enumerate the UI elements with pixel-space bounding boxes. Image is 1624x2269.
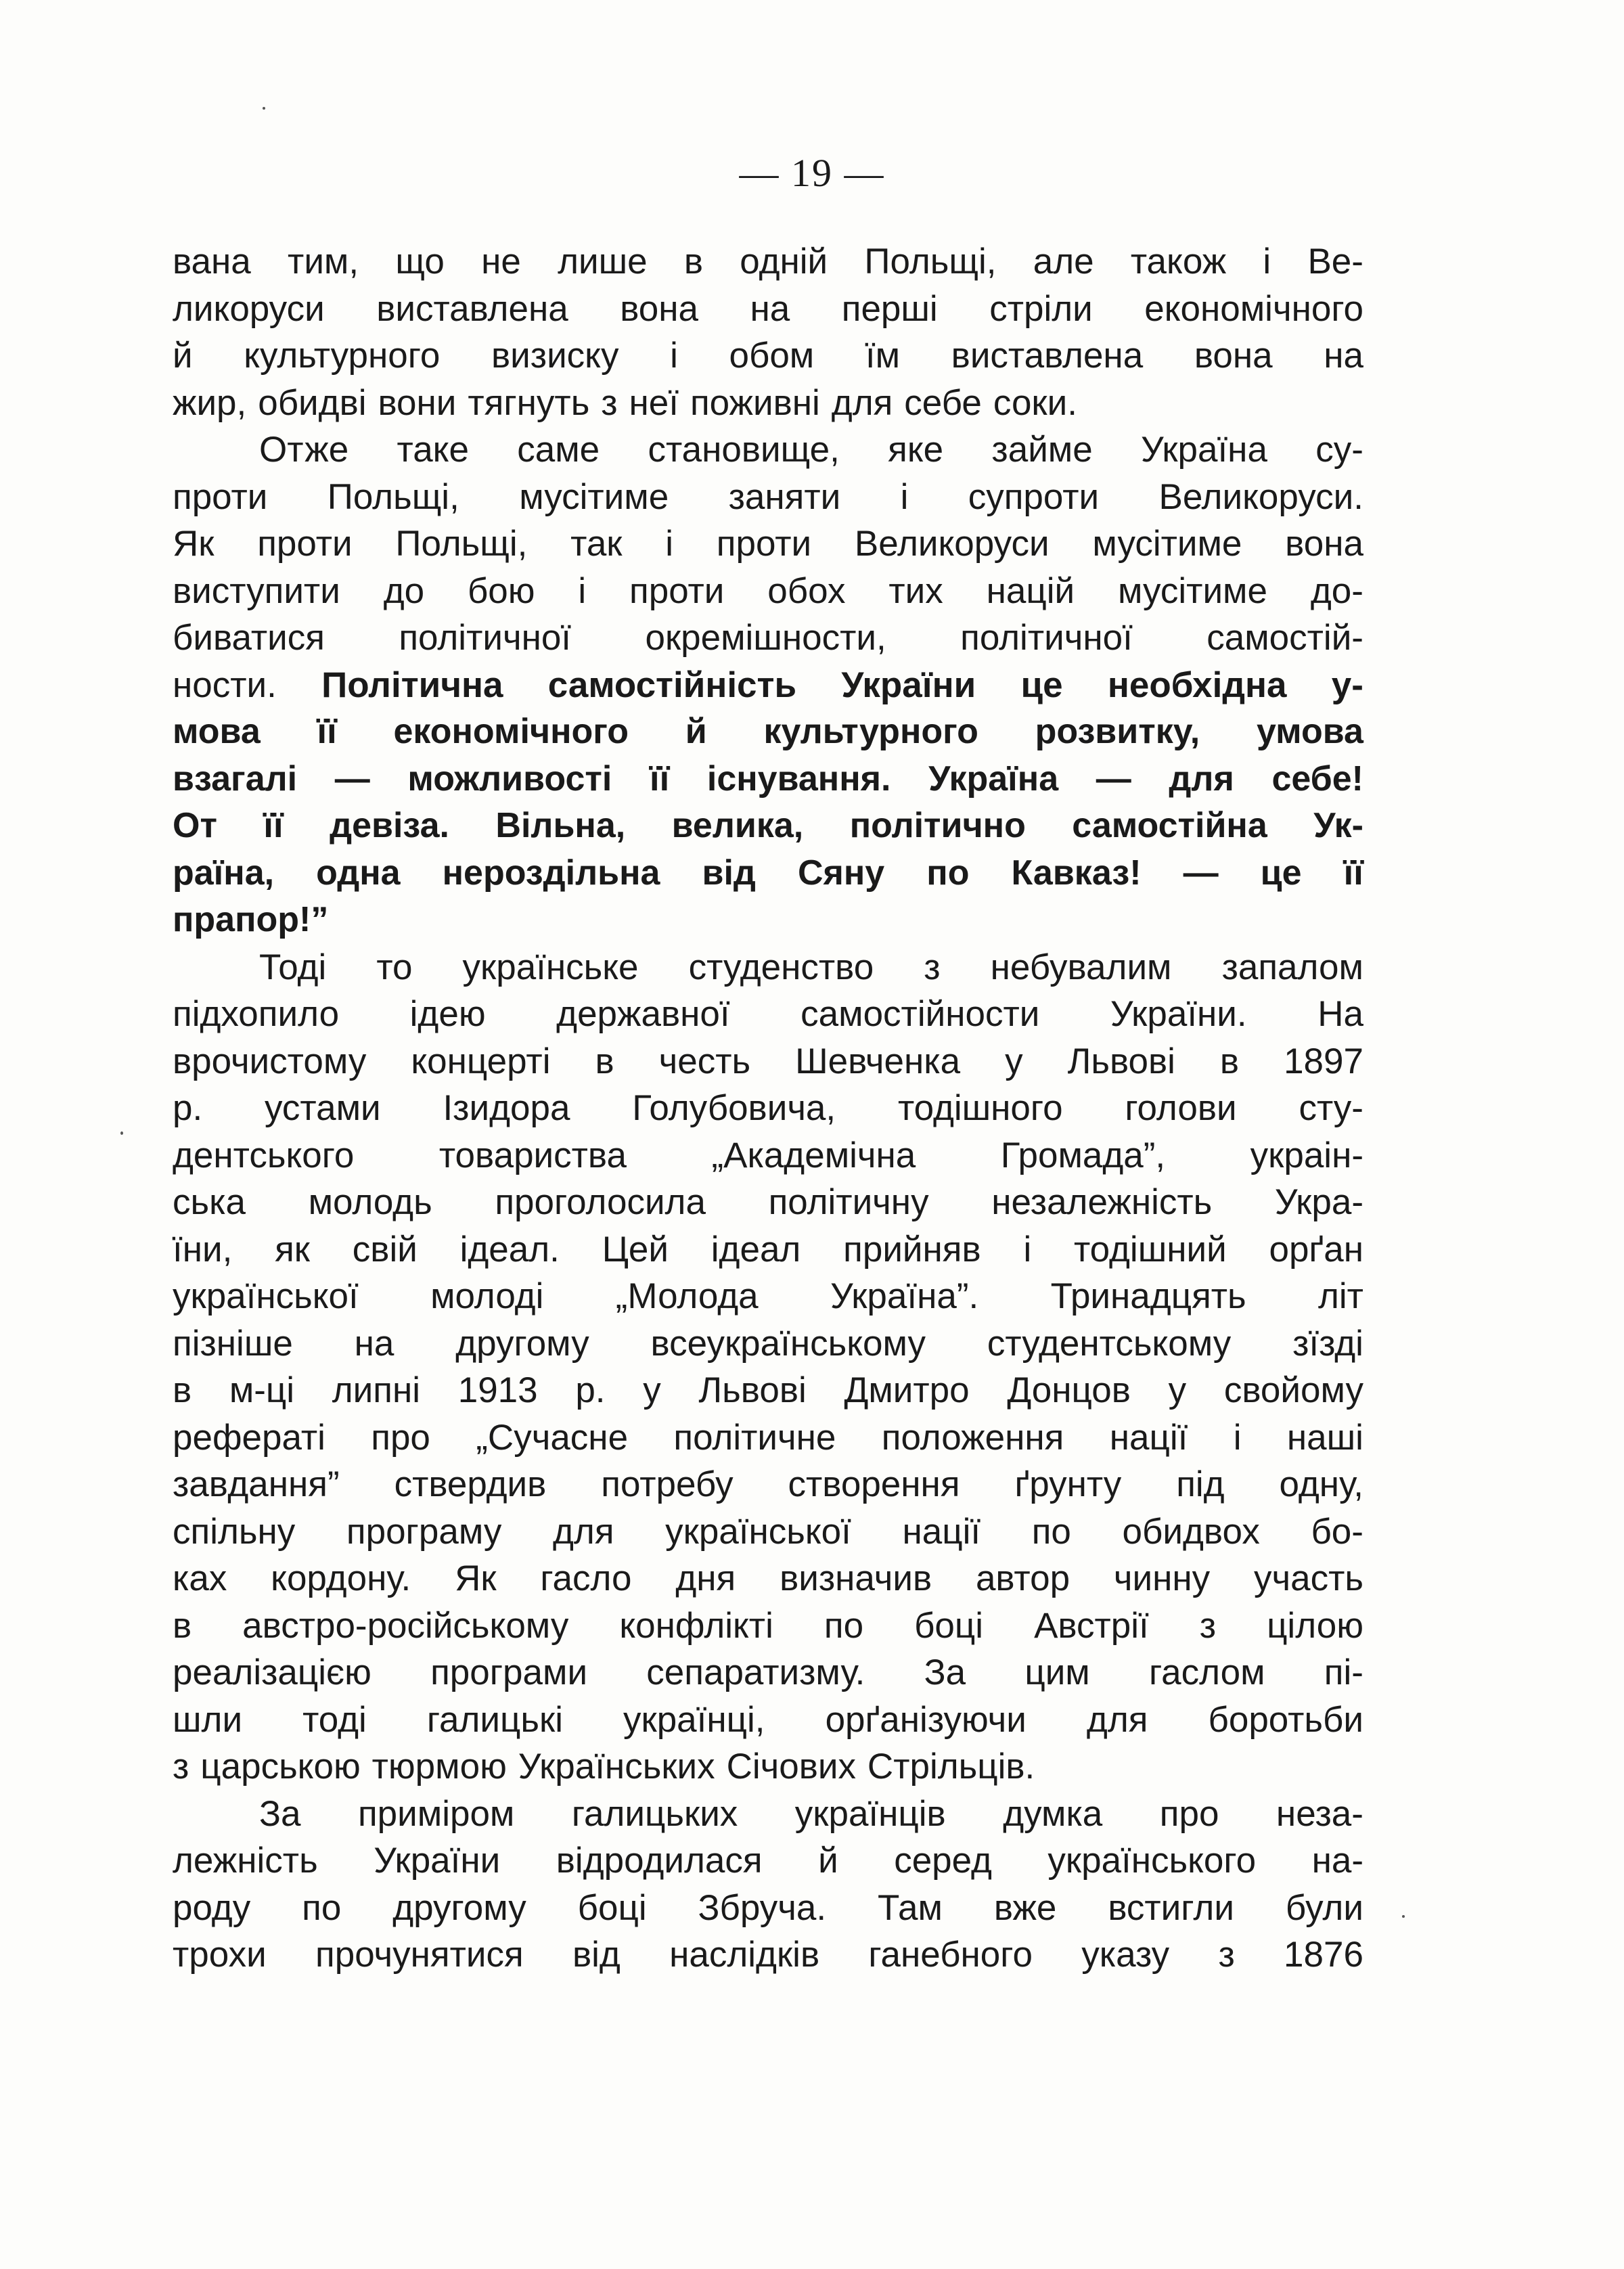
text-line: в австро-російському конфлікті по боці Австрії з цілою — [173, 1605, 1363, 1646]
text-line: реалізацією програми сепаратизму. За цим гаслом пі- — [173, 1653, 1363, 1692]
text-line: їни, як свій ідеал. Цей ідеал прийняв і тодішний орґан — [173, 1229, 1363, 1270]
text-line: трохи прочунятися від наслідків ганебного указу з 1876 — [173, 1935, 1363, 1975]
text-line: проти Польщі, мусітиме заняти і супроти Великоруси. — [173, 476, 1363, 517]
text-line: От її девіза. Вільна, велика, політично самостійна Ук- — [173, 806, 1363, 845]
text-line: врочистому концерті в честь Шевченка у Львові в 1897 — [173, 1041, 1363, 1081]
text-line: Як проти Польщі, так і проти Великоруси мусітиме вона — [173, 524, 1363, 564]
text-line: роду по другому боці Збруча. Там вже встигли були — [173, 1887, 1363, 1928]
text-line: виступити до бою і проти обох тих націй мусітиме до- — [173, 570, 1363, 611]
text-line: завдання” ствердив потребу створення ґрунту під одну, — [173, 1464, 1363, 1504]
text-line: української молоді „Молода Україна”. Тринадцять літ — [173, 1276, 1363, 1316]
text-line: прапор!” — [173, 900, 329, 939]
text-line: ська молодь проголосила політичну незалежність Укра- — [173, 1182, 1363, 1222]
text-line: Отже таке саме становище, яке займе Україна су- — [259, 430, 1363, 470]
text-line: ности. Політична самостійність України це необхідна у- — [173, 665, 1363, 705]
text-line: в м-ці липні 1913 р. у Львові Дмитро Донцов у свойому — [173, 1370, 1363, 1410]
print-speck — [263, 107, 265, 110]
text-line: й культурного визиску і обом їм виставлена вона на — [173, 336, 1363, 376]
text-line: биватися політичної окремішности, політичної самостій- — [173, 618, 1363, 658]
text-line: ках кордону. Як гасло дня визначив автор чинну участь — [173, 1558, 1363, 1598]
print-speck — [1402, 1915, 1405, 1918]
text-line: дентського товариства „Академічна Громада”, украін- — [173, 1135, 1363, 1175]
page-body-text — [173, 238, 1363, 1979]
text-line: спільну програму для української нації по обидвох бо- — [173, 1511, 1363, 1552]
text-line: раїна, одна нероздільна від Сяну по Кавказ! — це її — [173, 853, 1363, 893]
text-line: За приміром галицьких українців думка про неза- — [259, 1793, 1363, 1834]
text-line: р. устами Ізидора Голубовича, тодішного голови сту- — [173, 1088, 1363, 1128]
text-line: з царською тюрмою Українських Січових Стрільців. — [173, 1747, 1035, 1787]
text-line: Тоді то українське студенство з небувалим запалом — [259, 947, 1363, 987]
text-line: ликоруси виставлена вона на перші стріли економічного — [173, 288, 1363, 329]
text-line: шли тоді галицькі українці, орґанізуючи для боротьби — [173, 1699, 1363, 1740]
print-speck — [120, 1131, 123, 1135]
text-line: вана тим, що не лише в одній Польщі, але також і Ве- — [173, 242, 1363, 282]
page-number: — 19 — — [739, 151, 885, 195]
text-line: лежність України відродилася й серед українського на- — [173, 1841, 1363, 1881]
text-line: підхопило ідею державної самостійности України. На — [173, 994, 1363, 1034]
text-line: взагалі — можливості її існування. Україна — для себе! — [173, 759, 1363, 799]
text-line: жир, обидві вони тягнуть з неї поживні для себе соки. — [173, 382, 1077, 423]
text-line: пізніше на другому всеукраїнському студентському зїзді — [173, 1323, 1363, 1364]
text-line: рефераті про „Сучасне політичне положення нації і наші — [173, 1417, 1363, 1458]
text-line: мова її економічного й культурного розвитку, умова — [173, 712, 1363, 751]
